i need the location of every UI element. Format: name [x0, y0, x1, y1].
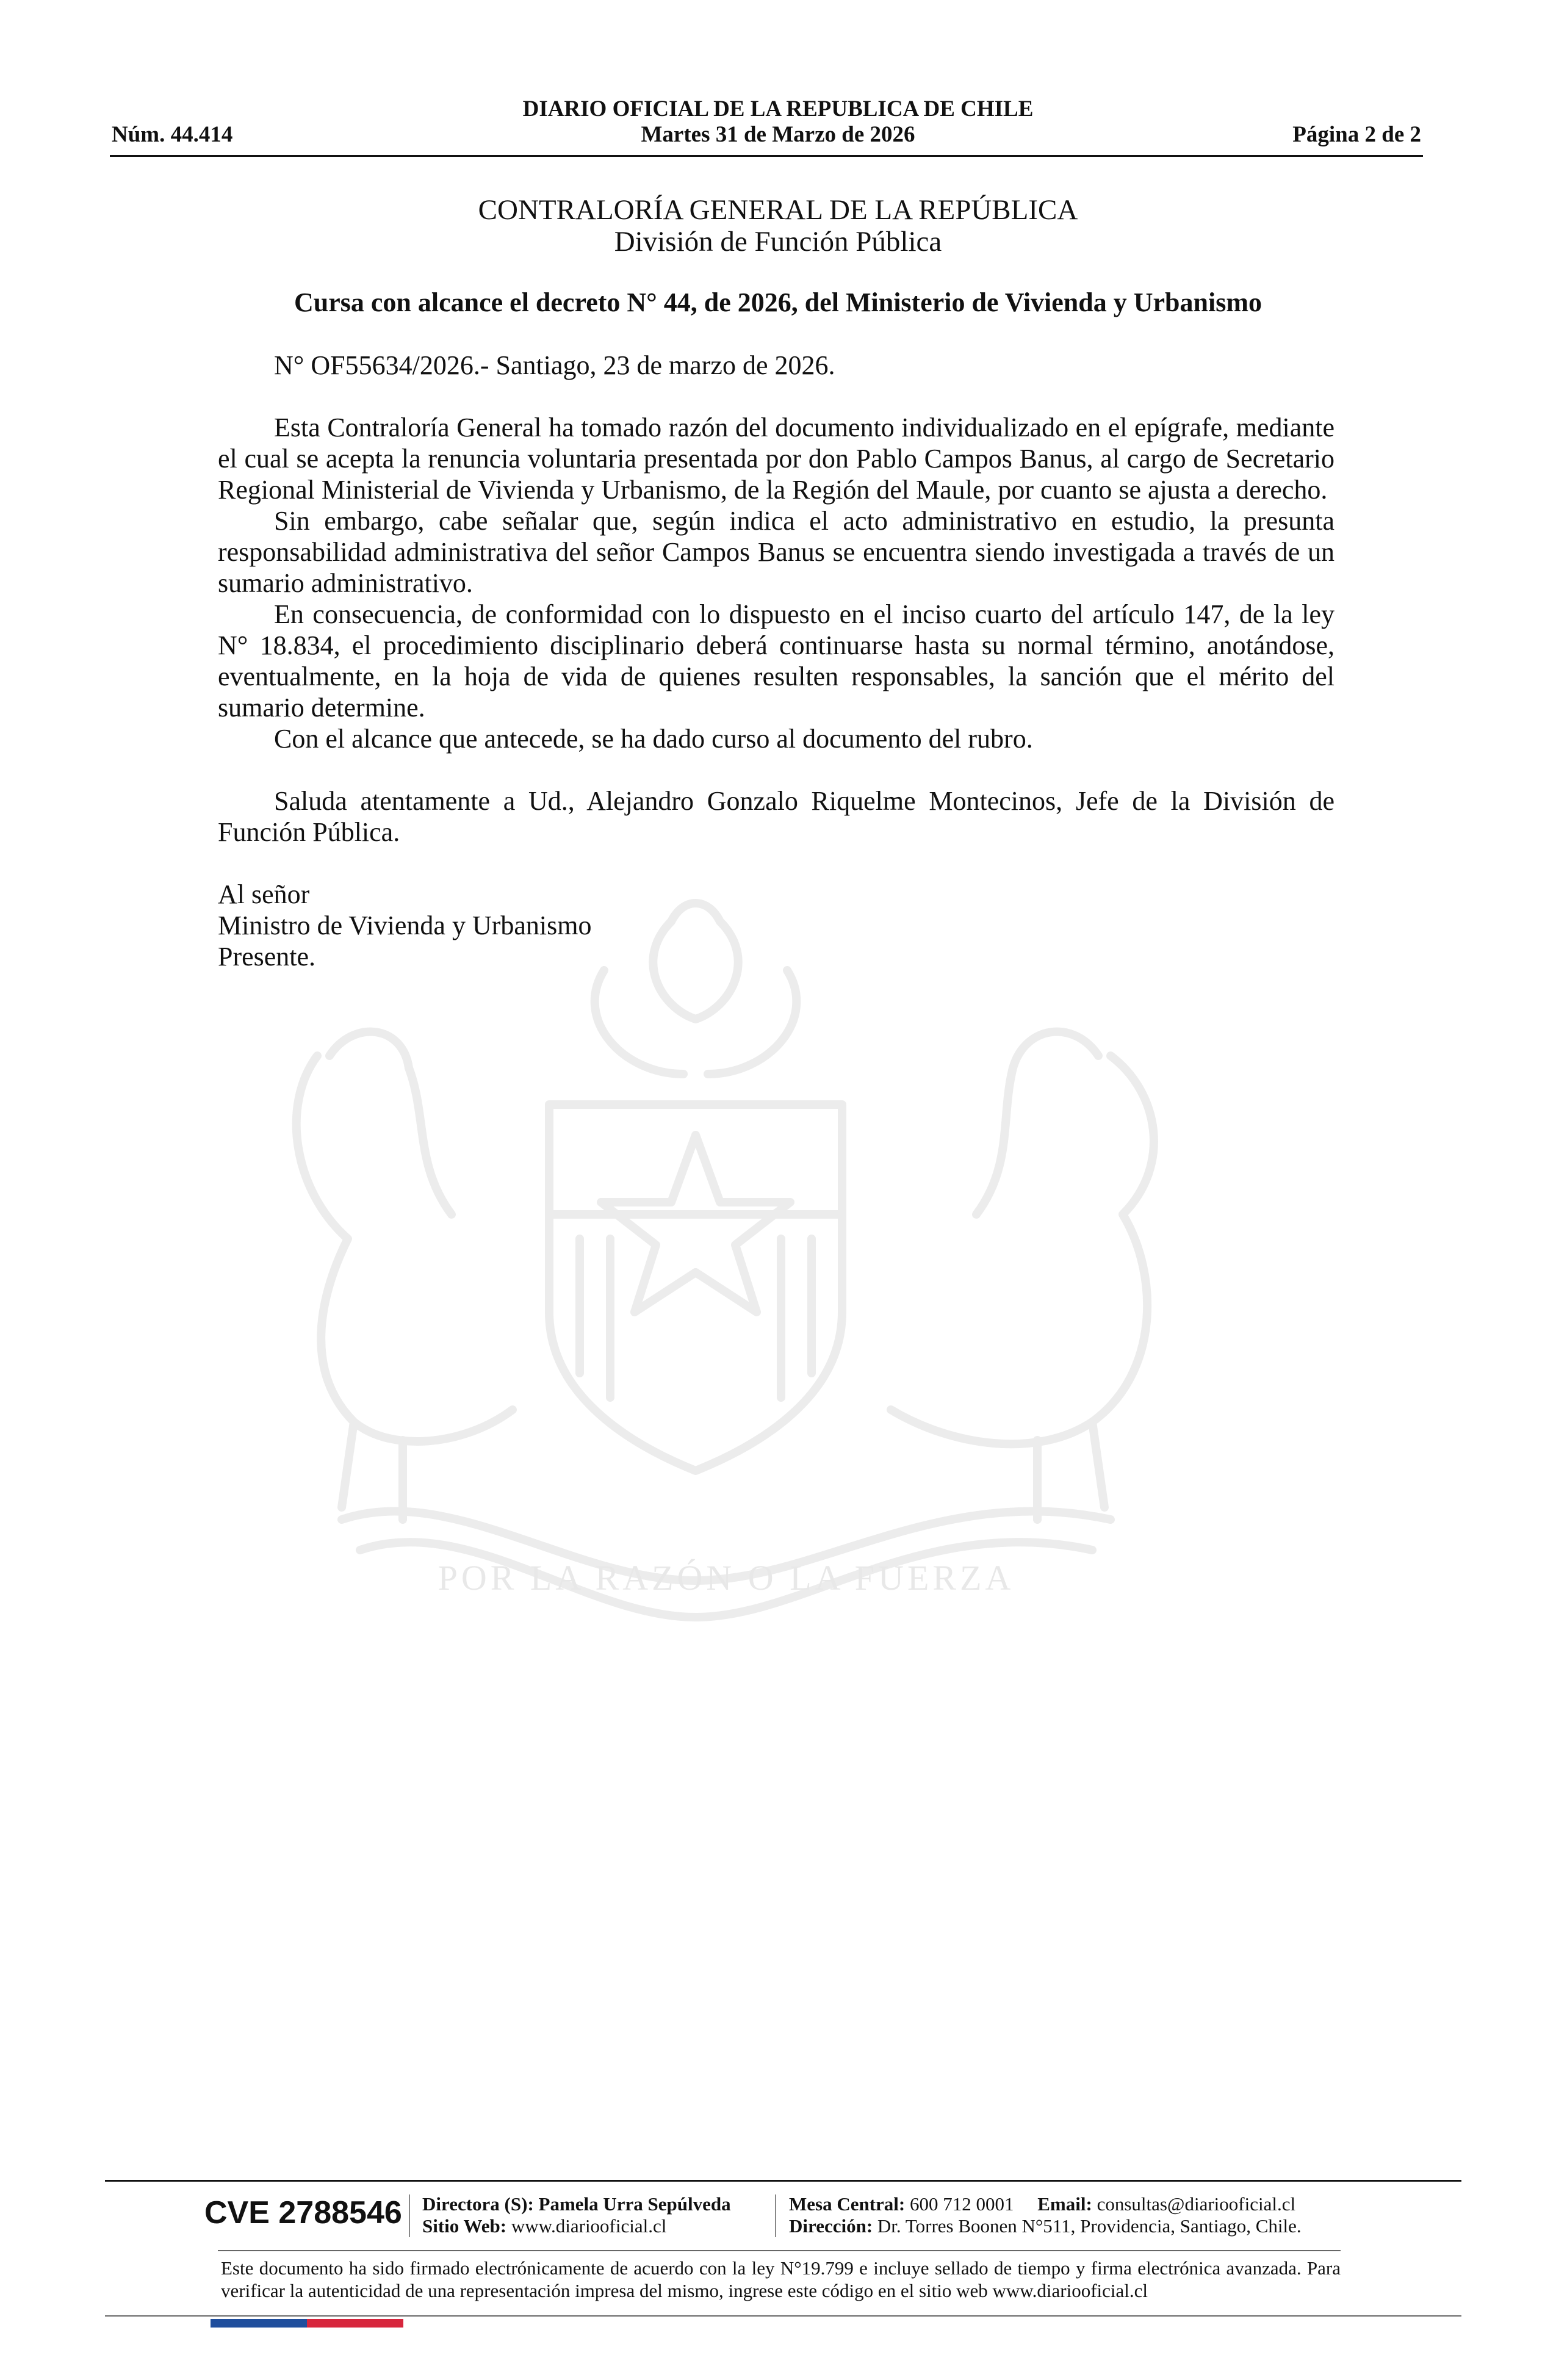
- footer-separator: [409, 2194, 410, 2237]
- addressee-line-1: Al señor: [218, 879, 310, 909]
- legal-divider: [105, 2315, 1461, 2317]
- organization-division: División de Función Pública: [614, 226, 942, 258]
- issue-number: Núm. 44.414: [112, 122, 233, 147]
- address-text: Dr. Torres Boonen N°511, Providencia, Santiago, Chile.: [877, 2215, 1302, 2237]
- flag-stripe-blue: [211, 2319, 307, 2328]
- organization-name: CONTRALORÍA GENERAL DE LA REPÚBLICA: [478, 194, 1078, 226]
- addressee-line-3: Presente.: [218, 942, 316, 972]
- cve-code: CVE 2788546: [204, 2195, 402, 2230]
- director-label: Directora (S): Pamela Urra Sepúlveda: [422, 2193, 731, 2215]
- footer-divider: [105, 2180, 1461, 2182]
- gazette-title: DIARIO OFICIAL DE LA REPUBLICA DE CHILE: [522, 96, 1034, 121]
- phone-number: 600 712 0001: [910, 2193, 1014, 2215]
- paragraph-1: Esta Contraloría General ha tomado razón del documento individualizado en el epígrafe, mediante el cual se acepta la renuncia voluntaria presentada por don Pablo Campos Banus, al cargo de Secretario Regional Ministerial de Vivienda y Urbanismo, de la Región del Maule, por cuanto se ajusta a derecho.: [218, 413, 1334, 505]
- email-label: Email:: [1037, 2193, 1092, 2215]
- flag-stripe-red: [307, 2319, 403, 2328]
- legal-notice: Este documento ha sido firmado electrónicamente de acuerdo con la ley N°19.799 e incluye sellado de tiempo y firma electrónica avanzada. Para verificar la autenticidad de una representación impresa del mismo, ingrese este código en el sitio web www.diariooficial.cl: [221, 2257, 1341, 2301]
- coat-of-arms-watermark: [207, 873, 1245, 1666]
- document-title: Cursa con alcance el decreto N° 44, de 2026, del Ministerio de Vivienda y Urbanismo: [294, 287, 1262, 317]
- footer-director-block: [422, 2193, 731, 2237]
- website-link[interactable]: www.diariooficial.cl: [511, 2215, 667, 2237]
- paragraph-3: En consecuencia, de conformidad con lo dispuesto en el inciso cuarto del artículo 147, de la ley N° 18.834, el procedimiento disciplinario deberá continuarse hasta su normal término, anotándose, eventualmente, en la hoja de vida de quienes resulten responsables, la sanción que el mérito del sumario determine.: [218, 599, 1334, 723]
- paragraph-2: Sin embargo, cabe señalar que, según indica el acto administrativo en estudio, la presunta responsabilidad administrativa del señor Campos Banus se encuentra siendo investigada a través de un sumario administrativo.: [218, 506, 1334, 598]
- addressee-line-2: Ministro de Vivienda y Urbanismo: [218, 911, 592, 940]
- footer-contact-block: [789, 2193, 1302, 2237]
- email-address[interactable]: consultas@diariooficial.cl: [1097, 2193, 1296, 2215]
- document-reference: N° OF55634/2026.- Santiago, 23 de marzo de 2026.: [274, 350, 835, 380]
- issue-date: Martes 31 de Marzo de 2026: [641, 122, 915, 147]
- paragraph-4: Con el alcance que antecede, se ha dado curso al documento del rubro.: [274, 724, 1033, 754]
- page-indicator: Página 2 de 2: [1292, 122, 1421, 147]
- organization-heading: [0, 194, 1556, 258]
- footer-thin-divider: [218, 2250, 1341, 2251]
- watermark-motto: POR LA RAZÓN O LA FUERZA: [438, 1558, 1015, 1598]
- closing-signature: Saluda atentamente a Ud., Alejandro Gonzalo Riquelme Montecinos, Jefe de la División de Función Pública.: [218, 786, 1334, 847]
- footer-separator-2: [775, 2194, 776, 2237]
- phone-label: Mesa Central:: [789, 2193, 906, 2215]
- document-body: [218, 350, 1334, 972]
- header-divider: [110, 155, 1423, 157]
- website-label: Sitio Web:: [422, 2215, 507, 2237]
- address-label: Dirección:: [789, 2215, 873, 2237]
